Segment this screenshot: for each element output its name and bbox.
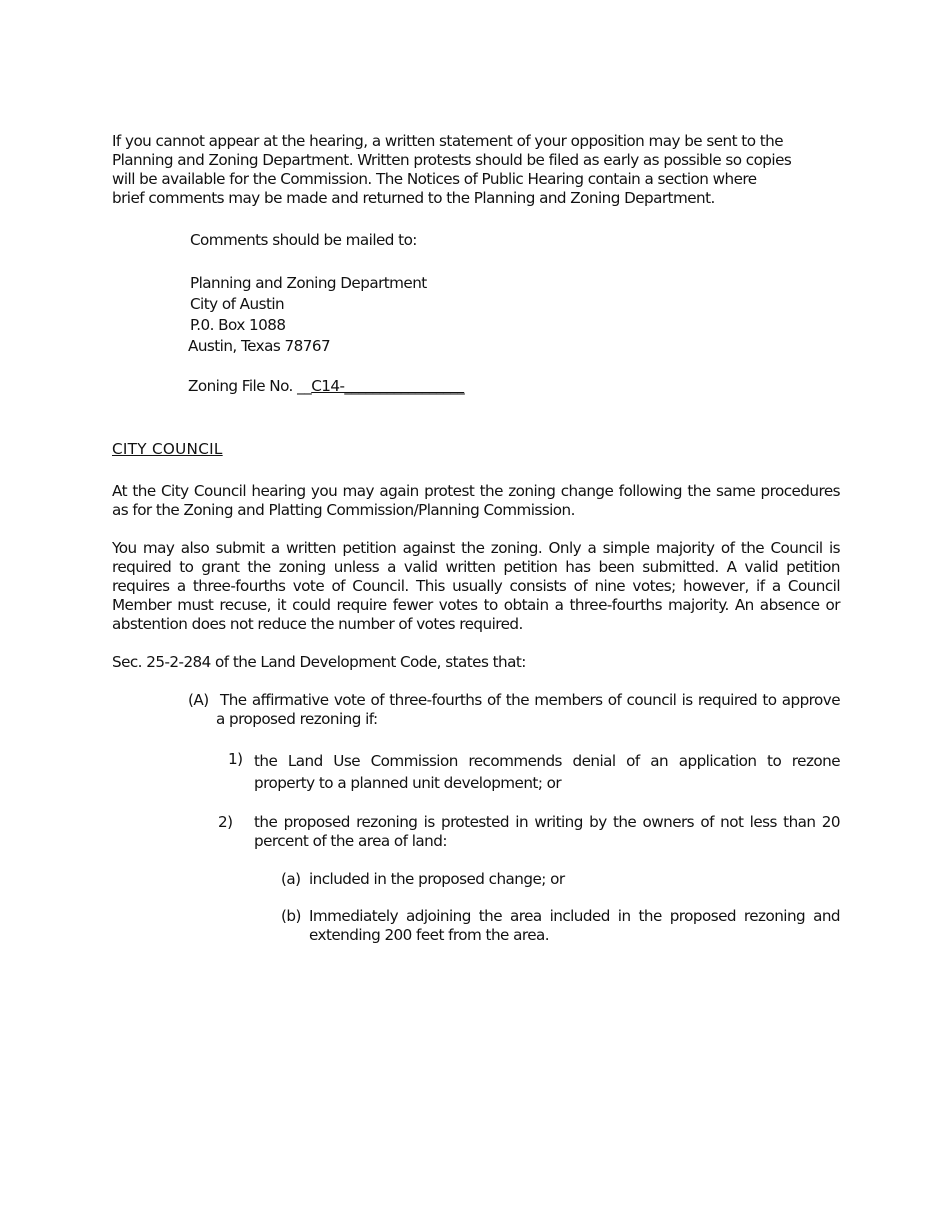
address-line: City of Austin <box>190 295 285 313</box>
address-line: P.0. Box 1088 <box>190 316 286 334</box>
sub-item-a-marker: (a) <box>281 870 301 888</box>
city-council-paragraph-2: You may also submit a written petition against the zoning. Only a simple majority of the Council is required to grant the zoning unless a valid written petition has been submitted. A valid petition requires a three-fourths vote of Council. This usually consists of nine votes; however, if a Council Member must recuse, it could require fewer votes to obtain a three-fourths majority. An absence or abstention does not reduce the number of votes required. <box>112 539 840 633</box>
address-line: Austin, Texas 78767 <box>188 337 331 355</box>
sub-item-b-marker: (b) <box>281 907 301 925</box>
item-2-text: the proposed rezoning is protested in writing by the owners of not less than 20 percent of the area of land: <box>254 813 840 850</box>
zoning-file-value: C14-_________________ <box>311 377 465 395</box>
clause-a-text: The affirmative vote of three-fourths of the members of council is required to approve a proposed rezoning if: <box>216 691 840 728</box>
zoning-file-label: Zoning File No. __ <box>188 377 312 395</box>
clause-a-marker: (A) <box>188 691 209 709</box>
intro-line: will be available for the Commission. The Notices of Public Hearing contain a section where <box>112 170 757 188</box>
mail-heading: Comments should be mailed to: <box>190 231 417 249</box>
sub-item-a-text: included in the proposed change; or <box>309 870 565 888</box>
item-1-text: the Land Use Commission recommends denial of an application to rezone property to a planned unit development; or <box>254 752 840 792</box>
sub-item-b-text: Immediately adjoining the area included in the proposed rezoning and extending 200 feet from the area. <box>309 907 840 944</box>
intro-line: Planning and Zoning Department. Written protests should be filed as early as possible so copies <box>112 151 792 169</box>
zoning-file-number <box>188 377 464 396</box>
city-council-paragraph-1: At the City Council hearing you may again protest the zoning change following the same procedures as for the Zoning and Platting Commission/Planning Commission. <box>112 482 840 519</box>
intro-line: If you cannot appear at the hearing, a written statement of your opposition may be sent to the <box>112 132 783 150</box>
intro-line: brief comments may be made and returned to the Planning and Zoning Department. <box>112 189 715 207</box>
section-heading-city-council: CITY COUNCIL <box>112 440 223 458</box>
item-1-marker: 1) <box>228 750 243 768</box>
item-2-marker: 2) <box>218 813 233 831</box>
address-line: Planning and Zoning Department <box>190 274 427 292</box>
code-intro: Sec. 25-2-284 of the Land Development Code, states that: <box>112 653 526 671</box>
